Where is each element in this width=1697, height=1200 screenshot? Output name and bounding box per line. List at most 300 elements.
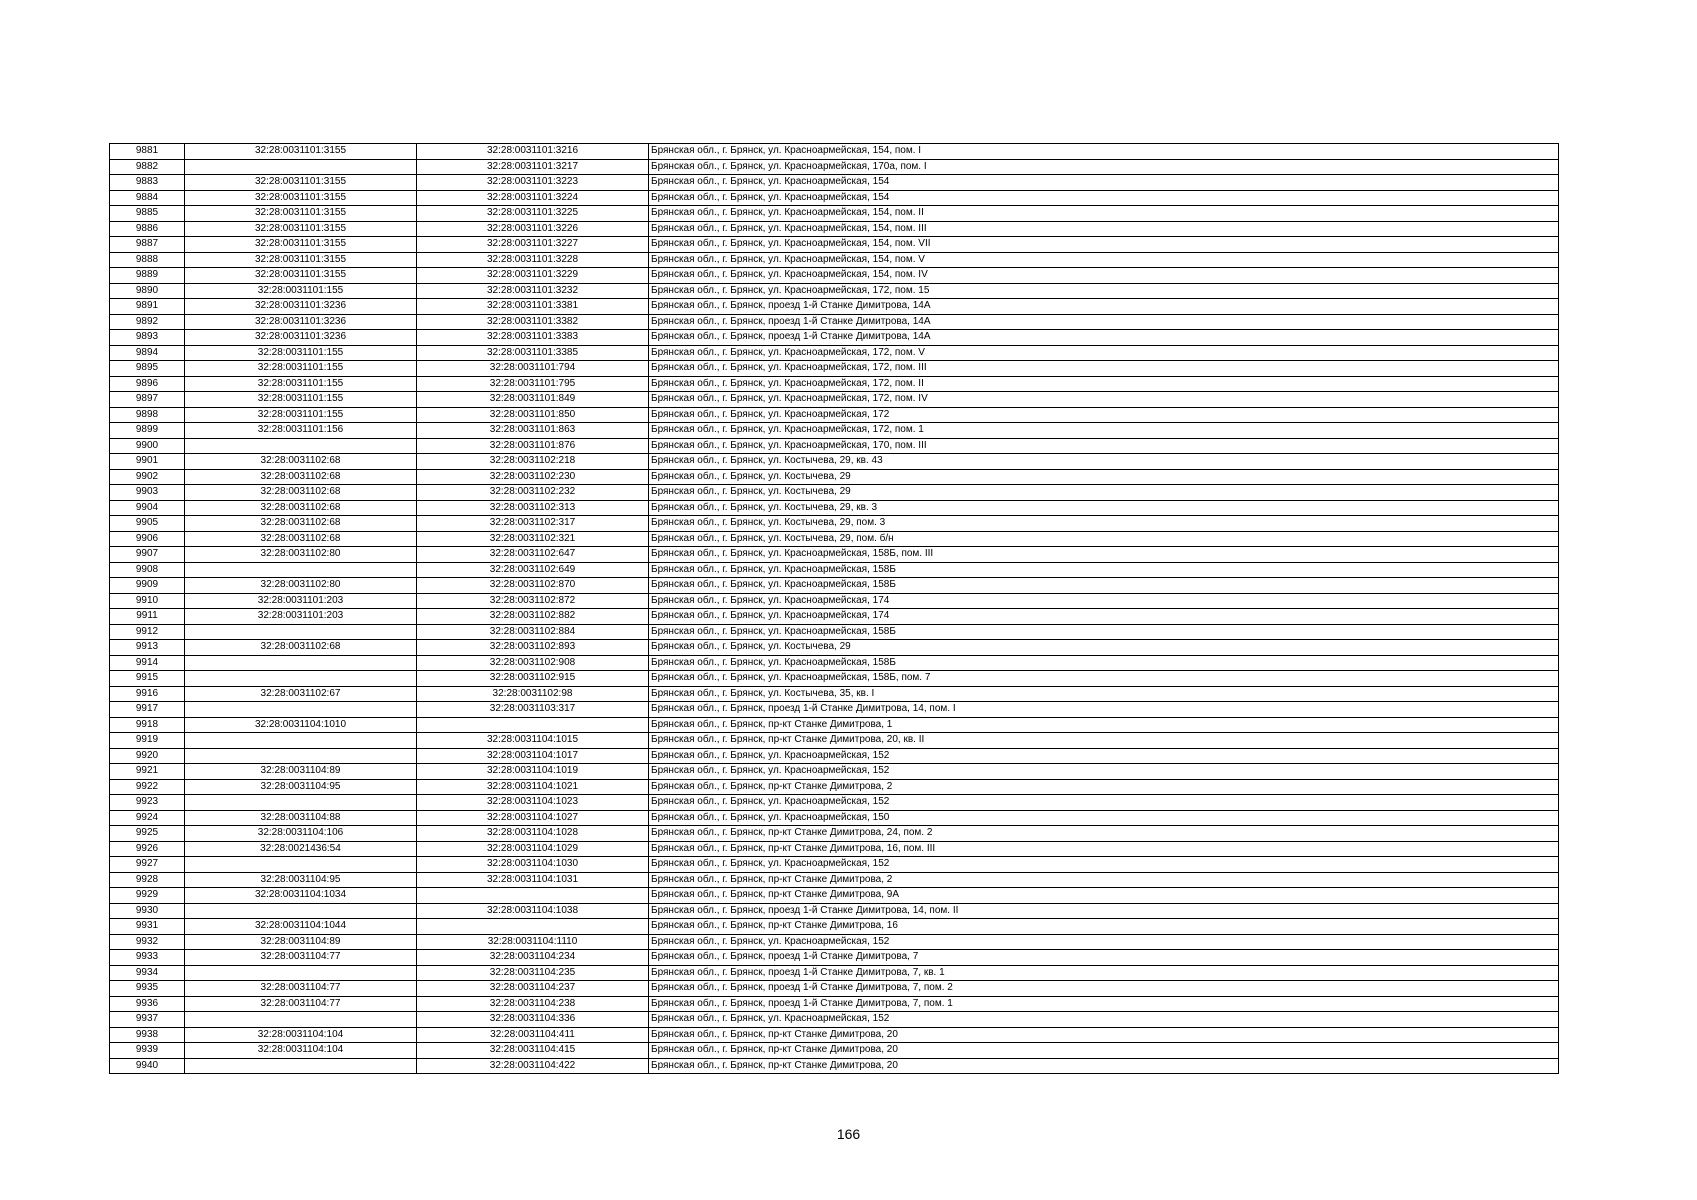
cadastral-number-cell: 32:28:0031102:317 [417,516,649,532]
row-number-cell: 9919 [110,733,185,749]
table-row [110,795,1559,811]
row-number-cell: 9938 [110,1027,185,1043]
table-row [110,733,1559,749]
row-number-cell: 9921 [110,764,185,780]
cadastral-number-cell: 32:28:0031104:1030 [417,857,649,873]
table-row [110,252,1559,268]
address-cell: Брянская обл., г. Брянск, ул. Красноармейская, 158Б [649,578,1559,594]
address-cell: Брянская обл., г. Брянск, ул. Красноармейская, 172, пом. 15 [649,283,1559,299]
parent-cadastral-number-cell [185,702,417,718]
cadastral-number-cell: 32:28:0031104:1027 [417,810,649,826]
row-number-cell: 9928 [110,872,185,888]
cadastral-number-cell: 32:28:0031101:863 [417,423,649,439]
parent-cadastral-number-cell: 32:28:0031101:203 [185,609,417,625]
cadastral-number-cell: 32:28:0031101:3229 [417,268,649,284]
table-row [110,268,1559,284]
table-row [110,392,1559,408]
cadastral-number-cell: 32:28:0031104:411 [417,1027,649,1043]
table-row [110,516,1559,532]
address-cell: Брянская обл., г. Брянск, проезд 1-й Станке Димитрова, 14, пом. I [649,702,1559,718]
cadastral-number-cell [417,919,649,935]
parent-cadastral-number-cell: 32:28:0031101:155 [185,283,417,299]
parent-cadastral-number-cell: 32:28:0031101:3155 [185,252,417,268]
cadastral-number-cell: 32:28:0031104:1021 [417,779,649,795]
table-row [110,810,1559,826]
address-cell: Брянская обл., г. Брянск, пр-кт Станке Димитрова, 1 [649,717,1559,733]
table-row [110,934,1559,950]
table-row [110,1058,1559,1074]
address-cell: Брянская обл., г. Брянск, ул. Красноармейская, 154, пом. III [649,221,1559,237]
address-cell: Брянская обл., г. Брянск, ул. Красноармейская, 172, пом. IV [649,392,1559,408]
cadastral-number-cell: 32:28:0031102:98 [417,686,649,702]
cadastral-number-cell: 32:28:0031102:218 [417,454,649,470]
table-row [110,438,1559,454]
table-row [110,361,1559,377]
table-row [110,407,1559,423]
address-cell: Брянская обл., г. Брянск, ул. Красноармейская, 152 [649,934,1559,950]
parent-cadastral-number-cell [185,671,417,687]
address-cell: Брянская обл., г. Брянск, пр-кт Станке Димитрова, 16 [649,919,1559,935]
row-number-cell: 9881 [110,144,185,160]
row-number-cell: 9939 [110,1043,185,1059]
table-row [110,206,1559,222]
table-row [110,872,1559,888]
row-number-cell: 9889 [110,268,185,284]
cadastral-number-cell: 32:28:0031104:422 [417,1058,649,1074]
table-row [110,671,1559,687]
table-row [110,779,1559,795]
cadastral-number-cell: 32:28:0031101:3217 [417,159,649,175]
address-cell: Брянская обл., г. Брянск, ул. Красноармейская, 152 [649,1012,1559,1028]
row-number-cell: 9886 [110,221,185,237]
row-number-cell: 9933 [110,950,185,966]
address-cell: Брянская обл., г. Брянск, ул. Красноармейская, 158Б [649,655,1559,671]
cadastral-number-cell: 32:28:0031104:1029 [417,841,649,857]
parent-cadastral-number-cell: 32:28:0031101:3236 [185,330,417,346]
table-row [110,314,1559,330]
row-number-cell: 9907 [110,547,185,563]
cadastral-number-cell: 32:28:0031101:3216 [417,144,649,160]
cadastral-number-cell: 32:28:0031102:893 [417,640,649,656]
row-number-cell: 9901 [110,454,185,470]
cadastral-number-cell: 32:28:0031102:908 [417,655,649,671]
parent-cadastral-number-cell: 32:28:0031102:80 [185,578,417,594]
table-row [110,981,1559,997]
address-cell: Брянская обл., г. Брянск, пр-кт Станке Димитрова, 9А [649,888,1559,904]
parent-cadastral-number-cell [185,624,417,640]
table-row [110,1043,1559,1059]
row-number-cell: 9883 [110,175,185,191]
row-number-cell: 9923 [110,795,185,811]
parent-cadastral-number-cell: 32:28:0031104:104 [185,1043,417,1059]
parent-cadastral-number-cell: 32:28:0031104:89 [185,764,417,780]
row-number-cell: 9903 [110,485,185,501]
parent-cadastral-number-cell: 32:28:0031101:3155 [185,144,417,160]
table-row [110,159,1559,175]
table-row [110,764,1559,780]
row-number-cell: 9904 [110,500,185,516]
parent-cadastral-number-cell: 32:28:0031101:3155 [185,237,417,253]
row-number-cell: 9899 [110,423,185,439]
cadastral-number-cell: 32:28:0031101:3223 [417,175,649,191]
parent-cadastral-number-cell: 32:28:0031104:104 [185,1027,417,1043]
address-cell: Брянская обл., г. Брянск, ул. Красноармейская, 152 [649,748,1559,764]
address-cell: Брянская обл., г. Брянск, ул. Красноармейская, 172, пом. 1 [649,423,1559,439]
parent-cadastral-number-cell: 32:28:0021436:54 [185,841,417,857]
address-cell: Брянская обл., г. Брянск, ул. Костычева, 35, кв. I [649,686,1559,702]
parent-cadastral-number-cell: 32:28:0031102:68 [185,454,417,470]
cadastral-number-cell: 32:28:0031104:237 [417,981,649,997]
row-number-cell: 9896 [110,376,185,392]
row-number-cell: 9940 [110,1058,185,1074]
parent-cadastral-number-cell: 32:28:0031101:3236 [185,314,417,330]
row-number-cell: 9884 [110,190,185,206]
address-cell: Брянская обл., г. Брянск, ул. Красноармейская, 154, пом. I [649,144,1559,160]
row-number-cell: 9909 [110,578,185,594]
cadastral-number-cell [417,888,649,904]
table-row [110,919,1559,935]
table-row [110,345,1559,361]
table-row [110,283,1559,299]
row-number-cell: 9915 [110,671,185,687]
row-number-cell: 9931 [110,919,185,935]
parent-cadastral-number-cell: 32:28:0031101:155 [185,345,417,361]
parent-cadastral-number-cell: 32:28:0031101:3155 [185,268,417,284]
address-cell: Брянская обл., г. Брянск, пр-кт Станке Димитрова, 20 [649,1027,1559,1043]
parent-cadastral-number-cell [185,1012,417,1028]
cadastral-number-cell: 32:28:0031102:230 [417,469,649,485]
table-row [110,376,1559,392]
cadastral-number-cell: 32:28:0031101:3226 [417,221,649,237]
cadastral-number-cell: 32:28:0031102:870 [417,578,649,594]
address-cell: Брянская обл., г. Брянск, ул. Костычева, 29, пом. 3 [649,516,1559,532]
cadastral-number-cell: 32:28:0031104:1015 [417,733,649,749]
address-cell: Брянская обл., г. Брянск, ул. Красноармейская, 158Б [649,562,1559,578]
cadastral-number-cell: 32:28:0031101:3228 [417,252,649,268]
parent-cadastral-number-cell [185,562,417,578]
row-number-cell: 9911 [110,609,185,625]
cadastral-number-cell: 32:28:0031102:232 [417,485,649,501]
row-number-cell: 9910 [110,593,185,609]
table-body [110,144,1559,1074]
address-cell: Брянская обл., г. Брянск, ул. Красноармейская, 172 [649,407,1559,423]
parent-cadastral-number-cell: 32:28:0031101:203 [185,593,417,609]
row-number-cell: 9882 [110,159,185,175]
table-row [110,965,1559,981]
address-cell: Брянская обл., г. Брянск, ул. Костычева, 29 [649,640,1559,656]
row-number-cell: 9888 [110,252,185,268]
table-row [110,485,1559,501]
row-number-cell: 9936 [110,996,185,1012]
table-row [110,593,1559,609]
row-number-cell: 9932 [110,934,185,950]
cadastral-number-cell [417,717,649,733]
table-row [110,578,1559,594]
cadastral-number-cell: 32:28:0031104:235 [417,965,649,981]
address-cell: Брянская обл., г. Брянск, ул. Красноармейская, 158Б, пом. 7 [649,671,1559,687]
address-cell: Брянская обл., г. Брянск, ул. Красноармейская, 154 [649,190,1559,206]
row-number-cell: 9927 [110,857,185,873]
parent-cadastral-number-cell: 32:28:0031104:1034 [185,888,417,904]
table-row [110,547,1559,563]
table-row [110,1027,1559,1043]
address-cell: Брянская обл., г. Брянск, проезд 1-й Станке Димитрова, 7, пом. 2 [649,981,1559,997]
address-cell: Брянская обл., г. Брянск, проезд 1-й Станке Димитрова, 7, пом. 1 [649,996,1559,1012]
row-number-cell: 9926 [110,841,185,857]
address-cell: Брянская обл., г. Брянск, ул. Красноармейская, 150 [649,810,1559,826]
parent-cadastral-number-cell [185,159,417,175]
cadastral-number-cell: 32:28:0031104:336 [417,1012,649,1028]
table-row [110,686,1559,702]
address-cell: Брянская обл., г. Брянск, пр-кт Станке Димитрова, 16, пом. III [649,841,1559,857]
parent-cadastral-number-cell [185,903,417,919]
row-number-cell: 9905 [110,516,185,532]
address-cell: Брянская обл., г. Брянск, проезд 1-й Станке Димитрова, 14, пом. II [649,903,1559,919]
cadastral-number-cell: 32:28:0031102:313 [417,500,649,516]
address-cell: Брянская обл., г. Брянск, ул. Красноармейская, 172, пом. V [649,345,1559,361]
row-number-cell: 9916 [110,686,185,702]
parent-cadastral-number-cell: 32:28:0031102:68 [185,531,417,547]
table-row [110,903,1559,919]
row-number-cell: 9918 [110,717,185,733]
parent-cadastral-number-cell: 32:28:0031102:68 [185,516,417,532]
row-number-cell: 9924 [110,810,185,826]
parent-cadastral-number-cell: 32:28:0031101:155 [185,361,417,377]
cadastral-number-cell: 32:28:0031103:317 [417,702,649,718]
cadastral-number-cell: 32:28:0031102:872 [417,593,649,609]
parent-cadastral-number-cell: 32:28:0031101:156 [185,423,417,439]
parent-cadastral-number-cell [185,748,417,764]
parent-cadastral-number-cell: 32:28:0031104:1044 [185,919,417,935]
cadastral-number-cell: 32:28:0031104:1017 [417,748,649,764]
table-row [110,175,1559,191]
cadastral-number-cell: 32:28:0031104:1110 [417,934,649,950]
cadastral-number-cell: 32:28:0031102:647 [417,547,649,563]
parent-cadastral-number-cell [185,655,417,671]
row-number-cell: 9891 [110,299,185,315]
cadastral-number-cell: 32:28:0031104:1019 [417,764,649,780]
address-cell: Брянская обл., г. Брянск, ул. Красноармейская, 152 [649,795,1559,811]
parent-cadastral-number-cell: 32:28:0031101:155 [185,392,417,408]
parent-cadastral-number-cell: 32:28:0031102:67 [185,686,417,702]
address-cell: Брянская обл., г. Брянск, пр-кт Станке Димитрова, 20 [649,1058,1559,1074]
cadastral-number-cell: 32:28:0031101:3227 [417,237,649,253]
address-cell: Брянская обл., г. Брянск, проезд 1-й Станке Димитрова, 14А [649,314,1559,330]
cadastral-number-cell: 32:28:0031104:1023 [417,795,649,811]
parent-cadastral-number-cell: 32:28:0031104:95 [185,872,417,888]
address-cell: Брянская обл., г. Брянск, проезд 1-й Станке Димитрова, 14А [649,330,1559,346]
row-number-cell: 9922 [110,779,185,795]
parent-cadastral-number-cell [185,857,417,873]
address-cell: Брянская обл., г. Брянск, ул. Красноармейская, 154, пом. II [649,206,1559,222]
table-row [110,655,1559,671]
cadastral-number-cell: 32:28:0031102:884 [417,624,649,640]
cadastral-number-cell: 32:28:0031101:3382 [417,314,649,330]
address-cell: Брянская обл., г. Брянск, пр-кт Станке Димитрова, 2 [649,872,1559,888]
address-cell: Брянская обл., г. Брянск, проезд 1-й Станке Димитрова, 14А [649,299,1559,315]
cadastral-number-cell: 32:28:0031101:850 [417,407,649,423]
cadastral-number-cell: 32:28:0031101:876 [417,438,649,454]
parent-cadastral-number-cell: 32:28:0031104:106 [185,826,417,842]
parent-cadastral-number-cell: 32:28:0031102:80 [185,547,417,563]
parent-cadastral-number-cell: 32:28:0031102:68 [185,500,417,516]
parent-cadastral-number-cell: 32:28:0031101:155 [185,407,417,423]
cadastral-number-cell: 32:28:0031104:1028 [417,826,649,842]
address-cell: Брянская обл., г. Брянск, ул. Красноармейская, 158Б, пом. III [649,547,1559,563]
table-row [110,221,1559,237]
row-number-cell: 9930 [110,903,185,919]
table-row [110,144,1559,160]
cadastral-number-cell: 32:28:0031104:234 [417,950,649,966]
parent-cadastral-number-cell [185,1058,417,1074]
cadastral-number-cell: 32:28:0031101:3224 [417,190,649,206]
cadastral-number-cell: 32:28:0031102:321 [417,531,649,547]
row-number-cell: 9895 [110,361,185,377]
address-cell: Брянская обл., г. Брянск, ул. Красноармейская, 152 [649,764,1559,780]
address-cell: Брянская обл., г. Брянск, ул. Красноармейская, 154, пом. V [649,252,1559,268]
parent-cadastral-number-cell: 32:28:0031104:77 [185,950,417,966]
cadastral-number-cell: 32:28:0031104:415 [417,1043,649,1059]
cadastral-number-cell: 32:28:0031101:3383 [417,330,649,346]
address-cell: Брянская обл., г. Брянск, ул. Костычева, 29 [649,469,1559,485]
parent-cadastral-number-cell: 32:28:0031101:155 [185,376,417,392]
cadastral-number-cell: 32:28:0031102:915 [417,671,649,687]
address-cell: Брянская обл., г. Брянск, ул. Красноармейская, 154, пом. IV [649,268,1559,284]
row-number-cell: 9913 [110,640,185,656]
table-row [110,717,1559,733]
table-row [110,640,1559,656]
address-cell: Брянская обл., г. Брянск, ул. Красноармейская, 174 [649,609,1559,625]
address-cell: Брянская обл., г. Брянск, ул. Красноармейская, 170, пом. III [649,438,1559,454]
address-cell: Брянская обл., г. Брянск, ул. Красноармейская, 154 [649,175,1559,191]
row-number-cell: 9885 [110,206,185,222]
row-number-cell: 9894 [110,345,185,361]
row-number-cell: 9890 [110,283,185,299]
parent-cadastral-number-cell [185,965,417,981]
row-number-cell: 9892 [110,314,185,330]
table-row [110,841,1559,857]
table-row [110,531,1559,547]
table-row [110,454,1559,470]
table-row [110,888,1559,904]
cadastral-number-cell: 32:28:0031101:3232 [417,283,649,299]
row-number-cell: 9914 [110,655,185,671]
parent-cadastral-number-cell: 32:28:0031104:77 [185,996,417,1012]
cadastral-number-cell: 32:28:0031101:849 [417,392,649,408]
row-number-cell: 9934 [110,965,185,981]
table-row [110,469,1559,485]
address-cell: Брянская обл., г. Брянск, ул. Красноармейская, 154, пом. VII [649,237,1559,253]
table-row [110,826,1559,842]
cadastral-number-cell: 32:28:0031104:1038 [417,903,649,919]
table-row [110,609,1559,625]
address-cell: Брянская обл., г. Брянск, ул. Красноармейская, 152 [649,857,1559,873]
address-cell: Брянская обл., г. Брянск, пр-кт Станке Димитрова, 20 [649,1043,1559,1059]
address-cell: Брянская обл., г. Брянск, ул. Красноармейская, 172, пом. III [649,361,1559,377]
parent-cadastral-number-cell: 32:28:0031104:1010 [185,717,417,733]
address-cell: Брянская обл., г. Брянск, ул. Красноармейская, 172, пом. II [649,376,1559,392]
parent-cadastral-number-cell: 32:28:0031101:3236 [185,299,417,315]
cadastral-number-cell: 32:28:0031101:794 [417,361,649,377]
address-cell: Брянская обл., г. Брянск, ул. Костычева, 29 [649,485,1559,501]
cadastral-number-cell: 32:28:0031102:882 [417,609,649,625]
table-row [110,624,1559,640]
address-cell: Брянская обл., г. Брянск, ул. Красноармейская, 170а, пом. I [649,159,1559,175]
table-row [110,299,1559,315]
table-row [110,748,1559,764]
table-row [110,500,1559,516]
row-number-cell: 9902 [110,469,185,485]
parent-cadastral-number-cell: 32:28:0031104:89 [185,934,417,950]
cadastral-number-cell: 32:28:0031101:3381 [417,299,649,315]
row-number-cell: 9920 [110,748,185,764]
parent-cadastral-number-cell [185,438,417,454]
cadastral-number-cell: 32:28:0031102:649 [417,562,649,578]
address-cell: Брянская обл., г. Брянск, проезд 1-й Станке Димитрова, 7, кв. 1 [649,965,1559,981]
address-cell: Брянская обл., г. Брянск, пр-кт Станке Димитрова, 2 [649,779,1559,795]
address-cell: Брянская обл., г. Брянск, ул. Красноармейская, 158Б [649,624,1559,640]
row-number-cell: 9897 [110,392,185,408]
table-row [110,702,1559,718]
address-cell: Брянская обл., г. Брянск, пр-кт Станке Димитрова, 24, пом. 2 [649,826,1559,842]
row-number-cell: 9898 [110,407,185,423]
row-number-cell: 9900 [110,438,185,454]
page-number: 166 [836,1126,861,1142]
table-row [110,330,1559,346]
table-row [110,423,1559,439]
cadastral-number-cell: 32:28:0031101:3225 [417,206,649,222]
row-number-cell: 9893 [110,330,185,346]
table-row [110,237,1559,253]
row-number-cell: 9887 [110,237,185,253]
row-number-cell: 9925 [110,826,185,842]
address-cell: Брянская обл., г. Брянск, проезд 1-й Станке Димитрова, 7 [649,950,1559,966]
parent-cadastral-number-cell: 32:28:0031104:95 [185,779,417,795]
parent-cadastral-number-cell: 32:28:0031104:77 [185,981,417,997]
address-cell: Брянская обл., г. Брянск, пр-кт Станке Димитрова, 20, кв. II [649,733,1559,749]
parent-cadastral-number-cell: 32:28:0031101:3155 [185,175,417,191]
row-number-cell: 9912 [110,624,185,640]
parent-cadastral-number-cell: 32:28:0031101:3155 [185,190,417,206]
parent-cadastral-number-cell [185,733,417,749]
cadastral-number-cell: 32:28:0031104:238 [417,996,649,1012]
cadastral-number-cell: 32:28:0031104:1031 [417,872,649,888]
parent-cadastral-number-cell: 32:28:0031102:68 [185,469,417,485]
cadastral-number-cell: 32:28:0031101:3385 [417,345,649,361]
address-cell: Брянская обл., г. Брянск, ул. Костычева, 29, кв. 3 [649,500,1559,516]
address-cell: Брянская обл., г. Брянск, ул. Костычева, 29, пом. б/н [649,531,1559,547]
table-row [110,1012,1559,1028]
address-cell: Брянская обл., г. Брянск, ул. Красноармейская, 174 [649,593,1559,609]
cadastral-number-cell: 32:28:0031101:795 [417,376,649,392]
parent-cadastral-number-cell: 32:28:0031104:88 [185,810,417,826]
row-number-cell: 9908 [110,562,185,578]
row-number-cell: 9906 [110,531,185,547]
row-number-cell: 9937 [110,1012,185,1028]
table-row [110,857,1559,873]
row-number-cell: 9917 [110,702,185,718]
table-row [110,950,1559,966]
parent-cadastral-number-cell: 32:28:0031102:68 [185,640,417,656]
row-number-cell: 9935 [110,981,185,997]
parent-cadastral-number-cell: 32:28:0031102:68 [185,485,417,501]
cadastral-table [109,143,1559,1074]
parent-cadastral-number-cell [185,795,417,811]
table-row [110,190,1559,206]
table-row [110,996,1559,1012]
parent-cadastral-number-cell: 32:28:0031101:3155 [185,206,417,222]
row-number-cell: 9929 [110,888,185,904]
